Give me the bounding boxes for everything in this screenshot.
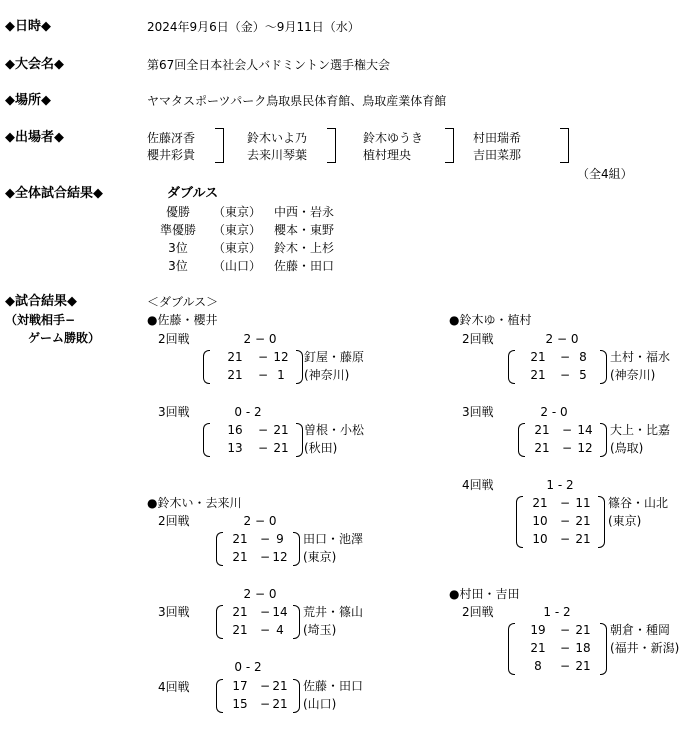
game-score: 5 bbox=[579, 368, 587, 382]
opponent-names: 釘屋・藤原 bbox=[304, 350, 365, 364]
game-dash: − bbox=[562, 441, 573, 455]
player-name: 鈴木ゆうき bbox=[363, 131, 424, 145]
match-score: 2 − 0 bbox=[243, 587, 277, 601]
overall-pref: （山口） bbox=[213, 259, 262, 273]
match-score: 2 − 0 bbox=[243, 332, 277, 346]
team-heading: ●佐藤・櫻井 bbox=[147, 313, 218, 327]
match-round: 4回戦 bbox=[158, 680, 190, 694]
game-dash: − bbox=[260, 605, 271, 619]
overall-pref: （東京） bbox=[213, 241, 262, 255]
label-venue: ◆場所◆ bbox=[5, 93, 51, 108]
game-score: 8 bbox=[579, 350, 587, 364]
game-score: 21 bbox=[530, 641, 546, 655]
player-name: 去来川琴葉 bbox=[247, 148, 308, 162]
game-score: 18 bbox=[575, 641, 591, 655]
games-bracket-right bbox=[598, 496, 605, 548]
game-score: 21 bbox=[272, 697, 288, 711]
game-dash: − bbox=[562, 423, 573, 437]
game-score: 21 bbox=[575, 659, 591, 673]
games-bracket-left bbox=[508, 350, 515, 384]
game-score: 13 bbox=[227, 441, 243, 455]
label-results: ◆試合結果◆ bbox=[5, 294, 77, 309]
results-note-1: （対戦相手− bbox=[5, 313, 76, 327]
label-overall: ◆全体試合結果◆ bbox=[5, 186, 103, 201]
game-dash: − bbox=[560, 496, 571, 510]
opponent-pref: (東京) bbox=[303, 550, 337, 564]
match-score: 1 - 2 bbox=[543, 605, 571, 619]
game-score: 21 bbox=[575, 623, 591, 637]
opponent-names: 大上・比嘉 bbox=[610, 423, 671, 437]
games-bracket-left bbox=[203, 423, 210, 457]
game-dash: − bbox=[260, 697, 271, 711]
opponent-pref: (鳥取) bbox=[610, 441, 644, 455]
games-bracket-left bbox=[508, 623, 515, 675]
match-score: 2 − 0 bbox=[545, 332, 579, 346]
match-round: 3回戦 bbox=[158, 605, 190, 619]
match-round: 4回戦 bbox=[462, 478, 494, 492]
opponent-names: 篠谷・山北 bbox=[608, 496, 669, 510]
game-score: 12 bbox=[273, 350, 289, 364]
event-value: 第67回全日本社会人バドミントン選手権大会 bbox=[147, 58, 391, 72]
game-score: 8 bbox=[534, 659, 542, 673]
game-score: 21 bbox=[530, 350, 546, 364]
opponent-pref: (山口) bbox=[303, 697, 337, 711]
game-score: 19 bbox=[530, 623, 546, 637]
games-bracket-right bbox=[293, 679, 300, 713]
overall-rank: 優勝 bbox=[165, 205, 190, 219]
opponent-pref: (神奈川) bbox=[610, 368, 656, 382]
results-note-2: ゲーム勝敗） bbox=[28, 331, 101, 345]
overall-pref: （東京） bbox=[213, 205, 262, 219]
games-bracket-right bbox=[293, 532, 300, 566]
game-score: 15 bbox=[232, 697, 248, 711]
games-bracket-right bbox=[296, 350, 303, 384]
match-score: 1 - 2 bbox=[546, 478, 574, 492]
games-bracket-right bbox=[293, 605, 300, 639]
overall-names: 中西・岩永 bbox=[274, 205, 335, 219]
game-dash: − bbox=[260, 532, 271, 546]
game-score: 14 bbox=[577, 423, 593, 437]
game-score: 11 bbox=[575, 496, 591, 510]
game-score: 21 bbox=[575, 532, 591, 546]
opponent-pref: (東京) bbox=[608, 514, 642, 528]
opponent-pref: (神奈川) bbox=[304, 368, 350, 382]
game-score: 21 bbox=[534, 441, 550, 455]
game-score: 21 bbox=[575, 514, 591, 528]
opponent-pref: (福井・新潟) bbox=[610, 641, 680, 655]
game-score: 12 bbox=[272, 550, 288, 564]
game-dash: − bbox=[258, 350, 269, 364]
player-name: 櫻井彩貴 bbox=[147, 148, 196, 162]
game-dash: − bbox=[560, 532, 571, 546]
game-score: 1 bbox=[277, 368, 285, 382]
game-score: 9 bbox=[276, 532, 284, 546]
game-dash: − bbox=[560, 350, 571, 364]
game-score: 21 bbox=[532, 496, 548, 510]
results-category: ＜ダブルス＞ bbox=[147, 295, 219, 309]
overall-names: 鈴木・上杉 bbox=[274, 241, 335, 255]
match-round: 2回戦 bbox=[158, 514, 190, 528]
match-round: 3回戦 bbox=[462, 405, 494, 419]
game-score: 14 bbox=[272, 605, 288, 619]
game-dash: − bbox=[560, 368, 571, 382]
game-dash: − bbox=[560, 659, 571, 673]
opponent-names: 荒井・篠山 bbox=[303, 605, 364, 619]
team-heading: ●鈴木い・去来川 bbox=[147, 496, 242, 510]
match-round: 2回戦 bbox=[158, 332, 190, 346]
game-dash: − bbox=[260, 550, 271, 564]
label-players: ◆出場者◆ bbox=[5, 130, 64, 145]
pair-bracket bbox=[445, 128, 454, 163]
venue-value: ヤマタスポーツパーク鳥取県民体育館、鳥取産業体育館 bbox=[147, 94, 447, 108]
opponent-pref: (埼玉) bbox=[303, 623, 337, 637]
opponent-names: 田口・池澤 bbox=[303, 532, 364, 546]
player-name: 鈴木いよ乃 bbox=[247, 131, 308, 145]
player-name: 佐藤冴香 bbox=[147, 131, 196, 145]
game-score: 16 bbox=[227, 423, 243, 437]
match-round: 3回戦 bbox=[158, 405, 190, 419]
player-name: 吉田菜那 bbox=[473, 148, 522, 162]
game-score: 21 bbox=[232, 605, 248, 619]
games-bracket-right bbox=[296, 423, 303, 457]
label-date: ◆日時◆ bbox=[5, 19, 51, 34]
games-bracket-right bbox=[600, 623, 607, 675]
game-score: 21 bbox=[530, 368, 546, 382]
game-dash: − bbox=[560, 641, 571, 655]
game-score: 12 bbox=[577, 441, 593, 455]
pair-bracket bbox=[215, 128, 224, 163]
game-score: 21 bbox=[232, 532, 248, 546]
opponent-names: 朝倉・種岡 bbox=[610, 623, 671, 637]
game-dash: − bbox=[560, 623, 571, 637]
overall-rank: 3位 bbox=[168, 259, 188, 273]
opponent-names: 土村・福水 bbox=[610, 350, 671, 364]
player-name: 村田瑞希 bbox=[473, 131, 522, 145]
pair-bracket bbox=[560, 128, 569, 163]
game-dash: − bbox=[258, 441, 269, 455]
game-dash: − bbox=[260, 623, 271, 637]
opponent-names: 曽根・小松 bbox=[304, 423, 365, 437]
pair-bracket bbox=[327, 128, 336, 163]
game-score: 21 bbox=[272, 679, 288, 693]
game-dash: − bbox=[260, 679, 271, 693]
game-score: 21 bbox=[232, 623, 248, 637]
game-score: 4 bbox=[276, 623, 284, 637]
game-score: 10 bbox=[532, 514, 548, 528]
label-event: ◆大会名◆ bbox=[5, 57, 64, 72]
match-score: 0 - 2 bbox=[234, 405, 262, 419]
game-score: 21 bbox=[227, 350, 243, 364]
players-count: （全4組） bbox=[577, 167, 633, 181]
team-heading: ●鈴木ゆ・植村 bbox=[449, 313, 532, 327]
games-bracket-right bbox=[600, 423, 607, 457]
game-score: 17 bbox=[232, 679, 248, 693]
game-score: 21 bbox=[273, 423, 289, 437]
match-round: 2回戦 bbox=[462, 332, 494, 346]
overall-rank: 3位 bbox=[168, 241, 188, 255]
game-score: 21 bbox=[273, 441, 289, 455]
overall-names: 佐藤・田口 bbox=[274, 259, 335, 273]
game-dash: − bbox=[258, 423, 269, 437]
games-bracket-left bbox=[203, 350, 210, 384]
player-name: 植村理央 bbox=[363, 148, 412, 162]
game-score: 21 bbox=[232, 550, 248, 564]
opponent-pref: (秋田) bbox=[304, 441, 338, 455]
game-dash: − bbox=[258, 368, 269, 382]
overall-pref: （東京） bbox=[213, 223, 262, 237]
overall-category: ダブルス bbox=[167, 186, 219, 201]
game-score: 21 bbox=[227, 368, 243, 382]
opponent-names: 佐藤・田口 bbox=[303, 679, 364, 693]
games-bracket-right bbox=[600, 350, 607, 384]
match-score: 2 − 0 bbox=[243, 514, 277, 528]
match-score: 0 - 2 bbox=[234, 660, 262, 674]
date-value: 2024年9月6日（金）～9月11日（水） bbox=[147, 20, 360, 34]
game-dash: − bbox=[560, 514, 571, 528]
match-round: 2回戦 bbox=[462, 605, 494, 619]
game-score: 10 bbox=[532, 532, 548, 546]
overall-rank: 準優勝 bbox=[159, 223, 196, 237]
match-score: 2 - 0 bbox=[540, 405, 568, 419]
game-score: 21 bbox=[534, 423, 550, 437]
overall-names: 櫻本・東野 bbox=[274, 223, 335, 237]
team-heading: ●村田・吉田 bbox=[449, 587, 520, 601]
